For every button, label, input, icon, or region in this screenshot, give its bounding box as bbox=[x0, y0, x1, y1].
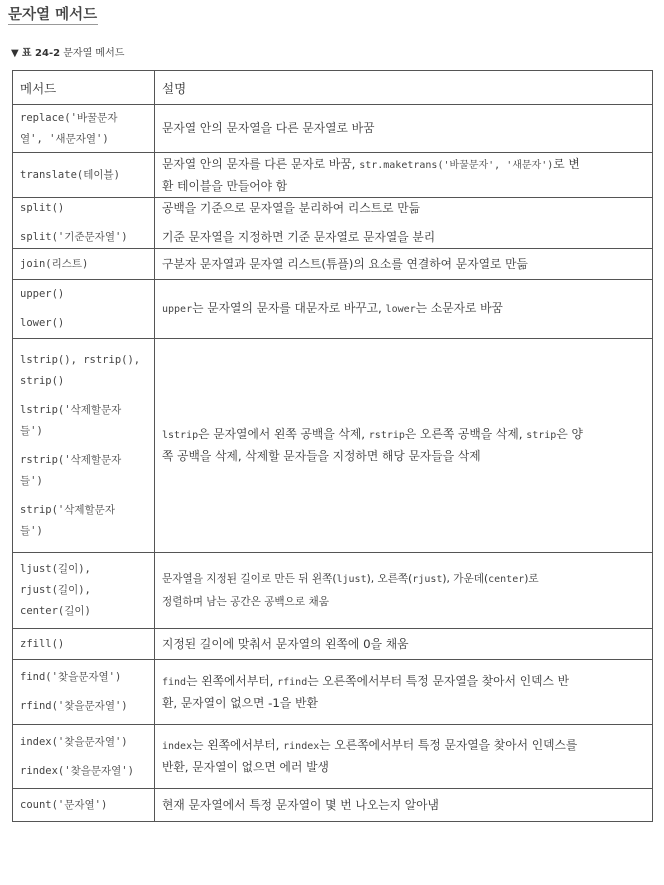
method-line: strip('삭제할문자 bbox=[20, 503, 115, 516]
description-text: 는 오른쪽에서부터 특정 문자열을 찾아서 인덱스를 bbox=[319, 738, 578, 752]
method-cell bbox=[13, 629, 155, 660]
table-row bbox=[13, 660, 653, 725]
inline-code: index bbox=[162, 741, 193, 752]
description-text: 로 변 bbox=[553, 156, 580, 171]
description-cell bbox=[155, 339, 653, 553]
table-row bbox=[13, 629, 653, 660]
description-line bbox=[162, 446, 645, 467]
description-line: 공백을 기준으로 문자열을 분리하여 리스트로 만듦 bbox=[162, 201, 421, 215]
inline-code: center bbox=[488, 573, 525, 585]
description-line: 현재 문자열에서 특정 문자열이 몇 번 나오는지 알아냄 bbox=[162, 797, 439, 812]
table-header-row bbox=[13, 71, 653, 105]
inline-code: rindex bbox=[283, 741, 320, 752]
description-text: ), 오른쪽( bbox=[366, 572, 413, 585]
description-text: 는 왼쪽에서부터, bbox=[186, 673, 278, 688]
method-line: ljust(길이), bbox=[20, 563, 91, 575]
description-text: )로 bbox=[524, 572, 539, 585]
description-cell bbox=[155, 725, 653, 789]
description-cell bbox=[155, 280, 653, 339]
table-row bbox=[13, 249, 653, 280]
description-text: 는 문자열의 문자를 대문자로 바꾸고, bbox=[192, 301, 386, 315]
header-method: 메서드 bbox=[13, 71, 155, 105]
method-line: split() bbox=[20, 202, 65, 214]
description-line: 기준 문자열을 지정하면 기준 문자열로 문자열을 분리 bbox=[162, 230, 436, 244]
method-line: join(리스트) bbox=[20, 257, 89, 270]
method-cell bbox=[13, 153, 155, 198]
method-line: rfind('찾을문자열') bbox=[20, 700, 128, 712]
method-line: strip() bbox=[20, 374, 65, 387]
heading-underline bbox=[8, 24, 98, 25]
table-row bbox=[13, 153, 653, 198]
table-row bbox=[13, 553, 653, 629]
description-text: 는 소문자로 바꿈 bbox=[415, 301, 503, 315]
description-line bbox=[162, 757, 645, 778]
method-line: 들') bbox=[20, 424, 43, 437]
description-line bbox=[162, 671, 645, 693]
description-line bbox=[162, 154, 645, 176]
description-line bbox=[162, 424, 645, 446]
method-line: count('문자열') bbox=[20, 798, 108, 811]
description-line bbox=[162, 298, 645, 320]
inline-code: str.maketrans('바꿀문자', '새문자') bbox=[359, 159, 554, 171]
table-caption bbox=[11, 44, 124, 59]
description-text: 반환, 문자열이 없으면 에러 발생 bbox=[162, 760, 329, 774]
method-cell bbox=[13, 553, 155, 629]
caption-title: 문자열 메서드 bbox=[63, 48, 125, 59]
method-line: rjust(길이), bbox=[20, 584, 91, 596]
inline-code: strip bbox=[526, 430, 557, 441]
description-line: 문자열 안의 문자열을 다른 문자열로 바꿈 bbox=[162, 121, 375, 135]
method-line: rindex('찾을문자열') bbox=[20, 764, 134, 777]
description-text: 환 테이블을 만들어야 함 bbox=[162, 178, 288, 193]
method-line: lstrip('삭제할문자 bbox=[20, 403, 122, 416]
table-row bbox=[13, 280, 653, 339]
method-line: split('기준문자열') bbox=[20, 231, 128, 243]
description-cell bbox=[155, 553, 653, 629]
inline-code: find bbox=[162, 676, 187, 688]
method-cell bbox=[13, 789, 155, 822]
description-line bbox=[162, 591, 645, 614]
inline-code: lower bbox=[385, 304, 416, 315]
inline-code: rstrip bbox=[368, 430, 405, 441]
table-row bbox=[13, 105, 653, 153]
caption-marker: ▼ bbox=[11, 48, 19, 59]
inline-code: ljust bbox=[336, 573, 367, 585]
methods-table bbox=[12, 70, 653, 822]
method-cell bbox=[13, 280, 155, 339]
description-text: 문자열을 지정된 길이로 만든 뒤 왼쪽( bbox=[162, 572, 337, 585]
method-line: lower() bbox=[20, 317, 65, 329]
description-text: 정렬하며 남는 공간은 공백으로 채움 bbox=[162, 595, 329, 608]
method-cell bbox=[13, 198, 155, 249]
description-text: 은 문자열에서 왼쪽 공백을 삭제, bbox=[198, 427, 369, 441]
method-line: 들') bbox=[20, 524, 43, 537]
description-line bbox=[162, 176, 645, 197]
description-cell bbox=[155, 660, 653, 725]
description-cell bbox=[155, 105, 653, 153]
description-cell bbox=[155, 198, 653, 249]
description-text: 는 왼쪽에서부터, bbox=[192, 738, 284, 752]
description-text: 문자열 안의 문자를 다른 문자로 바꿈, bbox=[162, 156, 360, 171]
method-line: find('찾을문자열') bbox=[20, 671, 122, 683]
method-cell bbox=[13, 249, 155, 280]
page-heading: 문자열 메서드 bbox=[8, 7, 98, 23]
description-line bbox=[162, 693, 645, 714]
table-row bbox=[13, 339, 653, 553]
header-description: 설명 bbox=[155, 71, 653, 105]
method-line: translate(테이블) bbox=[20, 168, 120, 181]
table-row bbox=[13, 198, 653, 249]
description-text: 는 오른쪽에서부터 특정 문자열을 찾아서 인덱스 반 bbox=[307, 673, 570, 688]
inline-code: lstrip bbox=[162, 430, 199, 441]
description-text: 환, 문자열이 없으면 -1을 반환 bbox=[162, 695, 318, 710]
description-text: 은 오른쪽 공백을 삭제, bbox=[404, 427, 527, 441]
method-line: upper() bbox=[20, 288, 65, 300]
inline-code: upper bbox=[162, 304, 193, 315]
description-line bbox=[162, 568, 645, 591]
method-cell bbox=[13, 105, 155, 153]
method-cell bbox=[13, 339, 155, 553]
method-line: 열', '새문자열') bbox=[20, 132, 109, 145]
method-line: rstrip('삭제할문자 bbox=[20, 453, 122, 466]
method-line: zfill() bbox=[20, 637, 65, 650]
inline-code: rjust bbox=[412, 573, 443, 585]
description-text: 은 양 bbox=[556, 427, 583, 441]
table-row bbox=[13, 725, 653, 789]
method-line: center(길이) bbox=[20, 605, 91, 617]
method-cell bbox=[13, 660, 155, 725]
description-cell bbox=[155, 629, 653, 660]
description-text: ), 가운데( bbox=[442, 572, 489, 585]
description-text: 쪽 공백을 삭제, 삭제할 문자들을 지정하면 해당 문자들을 삭제 bbox=[162, 449, 481, 463]
description-line bbox=[162, 735, 645, 757]
description-cell bbox=[155, 153, 653, 198]
caption-number: 표 24-2 bbox=[21, 48, 61, 59]
method-cell bbox=[13, 725, 155, 789]
description-cell bbox=[155, 249, 653, 280]
description-line: 구분자 문자열과 문자열 리스트(튜플)의 요소를 연결하여 문자열로 만듦 bbox=[162, 256, 528, 271]
method-line: replace('바꿀문자 bbox=[20, 111, 118, 124]
description-cell bbox=[155, 789, 653, 822]
method-line: 들') bbox=[20, 474, 43, 487]
description-line: 지정된 길이에 맞춰서 문자열의 왼쪽에 0을 채움 bbox=[162, 636, 409, 651]
method-line: index('찾을문자열') bbox=[20, 735, 128, 748]
inline-code: rfind bbox=[277, 676, 308, 688]
table-row bbox=[13, 789, 653, 822]
method-line: lstrip(), rstrip(), bbox=[20, 353, 141, 366]
